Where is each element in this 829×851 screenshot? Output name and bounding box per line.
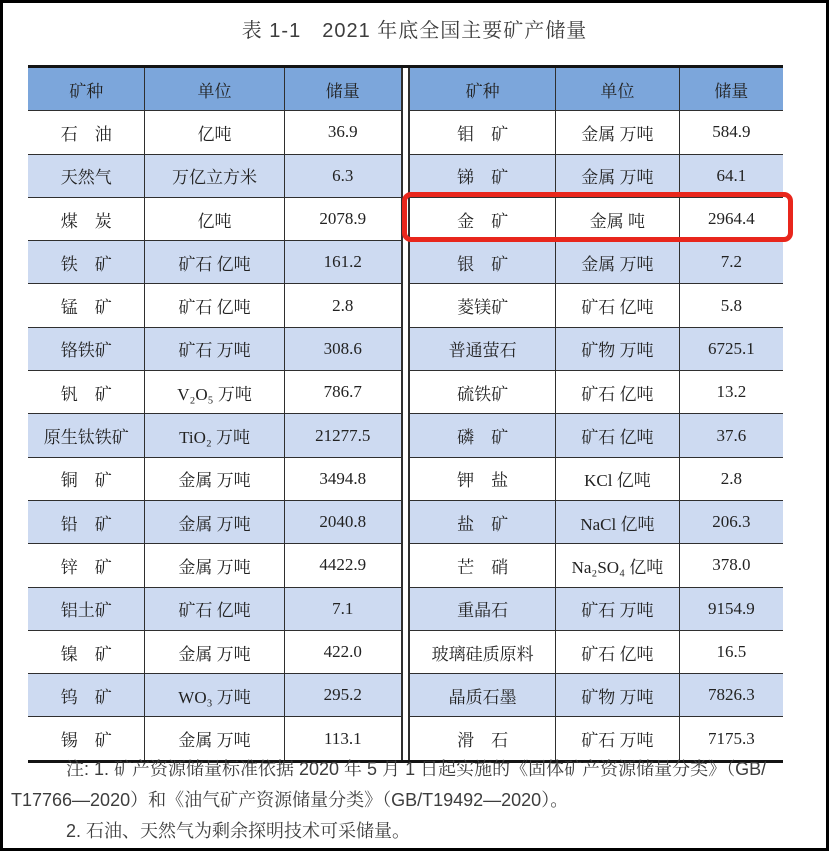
footnotes xyxy=(11,754,820,847)
unit-cell: 金属 万吨 xyxy=(556,111,679,153)
reserve-value-cell: 7.2 xyxy=(720,252,742,272)
table-title: 表 1-1 2021 年底全国主要矿产储量 xyxy=(241,20,588,42)
table-row xyxy=(410,501,783,544)
unit-cell: 万亿立方米 xyxy=(145,155,284,197)
reserve-value-cell: 7826.3 xyxy=(707,685,755,705)
mineral-name-cell: 天然气 xyxy=(28,155,145,197)
reserve-value-cell: 5.8 xyxy=(720,295,742,315)
mineral-name-cell: 硫铁矿 xyxy=(410,371,556,413)
reserve-value-cell: 113.1 xyxy=(323,728,362,748)
reserve-value-cell: 206.3 xyxy=(712,512,751,532)
table-row xyxy=(28,544,401,587)
unit-cell: 矿石 万吨 xyxy=(145,328,284,370)
footnote-line: 注: 1. 矿产资源储量标准依据 2020 年 5 月 1 日起实施的《固体矿产资源储量分类》（GB/ xyxy=(66,759,767,779)
table-row xyxy=(28,284,401,327)
unit-cell: 矿石 亿吨 xyxy=(145,284,284,326)
mineral-name-cell: 铅 矿 xyxy=(28,501,145,543)
reserve-value-cell: 16.5 xyxy=(716,642,747,661)
footnote-line: 2. 石油、天然气为剩余探明技术可采储量。 xyxy=(66,821,411,841)
unit-cell: V₂O₅ 万吨 xyxy=(145,371,284,413)
left-table-body xyxy=(28,111,401,759)
table-row xyxy=(410,674,783,717)
reserve-value-cell: 64.1 xyxy=(716,165,747,185)
right-table xyxy=(408,68,783,760)
unit-cell: Na₂SO₄ 亿吨 xyxy=(556,544,679,586)
unit-cell: 矿石 亿吨 xyxy=(556,284,679,326)
unit-cell: 矿石 亿吨 xyxy=(145,588,284,630)
mineral-name-cell: 钨 矿 xyxy=(28,674,145,716)
unit-cell: 矿物 万吨 xyxy=(556,674,679,716)
header-cell-reserve: 储量 xyxy=(325,81,360,101)
reserve-value-cell: 4422.9 xyxy=(319,555,367,575)
table-row xyxy=(410,155,783,198)
mineral-name-cell: 钼 矿 xyxy=(410,111,556,153)
reserve-value-cell: 295.2 xyxy=(323,685,362,705)
table-row xyxy=(410,458,783,501)
mineral-name-cell: 钾 盐 xyxy=(410,458,556,500)
mineral-name-cell: 钒 矿 xyxy=(28,371,145,413)
unit-cell: 金属 万吨 xyxy=(556,155,679,197)
table-row xyxy=(410,631,783,674)
mineral-name-cell: 铜 矿 xyxy=(28,458,145,500)
mineral-name-cell: 原生钛铁矿 xyxy=(28,414,145,456)
table-row xyxy=(28,198,401,241)
unit-cell: 矿石 亿吨 xyxy=(556,371,679,413)
unit-cell: 矿石 亿吨 xyxy=(556,414,679,456)
mineral-name-cell: 锰 矿 xyxy=(28,284,145,326)
unit-cell: 矿石 亿吨 xyxy=(556,631,679,673)
table-row xyxy=(28,328,401,371)
unit-cell: 金属 万吨 xyxy=(145,501,284,543)
table-row xyxy=(410,414,783,457)
reserve-value-cell: 584.9 xyxy=(712,122,751,142)
mineral-name-cell: 磷 矿 xyxy=(410,414,556,456)
mineral-name-cell: 芒 硝 xyxy=(410,544,556,586)
mineral-reserves-table xyxy=(28,65,783,763)
reserve-value-cell: 13.2 xyxy=(716,382,747,402)
unit-cell: WO₃ 万吨 xyxy=(145,674,284,716)
unit-cell: 矿石 亿吨 xyxy=(145,241,284,283)
reserve-value-cell: 3494.8 xyxy=(319,468,367,488)
mineral-name-cell: 铬铁矿 xyxy=(28,328,145,370)
reserve-value-cell: 7175.3 xyxy=(707,728,755,748)
header-cell-unit: 单位 xyxy=(145,68,284,110)
reserve-value-cell: 308.6 xyxy=(323,338,362,358)
header-cell-mineral: 矿种 xyxy=(410,68,556,110)
mineral-name-cell: 晶质石墨 xyxy=(410,674,556,716)
table-row xyxy=(410,241,783,284)
footnote-line: T17766—2020）和《油气矿产资源储量分类》（GB/T19492—2020）。 xyxy=(11,790,569,810)
table-row xyxy=(28,631,401,674)
mineral-name-cell: 菱镁矿 xyxy=(410,284,556,326)
mineral-name-cell: 石 油 xyxy=(28,111,145,153)
reserve-value-cell: 21277.5 xyxy=(315,425,371,445)
reserve-value-cell: 7.1 xyxy=(332,598,354,618)
reserve-value-cell: 9154.9 xyxy=(707,598,755,618)
mineral-name-cell: 滑 石 xyxy=(410,717,556,759)
table-row xyxy=(410,198,783,241)
header-cell-reserve: 储量 xyxy=(714,81,749,101)
mineral-name-cell: 镍 矿 xyxy=(28,631,145,673)
mineral-name-cell: 银 矿 xyxy=(410,241,556,283)
mineral-name-cell: 锡 矿 xyxy=(28,717,145,759)
reserve-value-cell: 2.8 xyxy=(720,468,742,488)
unit-cell: 亿吨 xyxy=(145,111,284,153)
unit-cell: 亿吨 xyxy=(145,198,284,240)
unit-cell: 金属 万吨 xyxy=(145,544,284,586)
table-header-row xyxy=(410,68,783,111)
reserve-value-cell: 6725.1 xyxy=(707,338,755,358)
reserve-value-cell: 378.0 xyxy=(712,555,751,575)
table-row xyxy=(28,458,401,501)
unit-cell: 金属 万吨 xyxy=(145,717,284,759)
table-row xyxy=(28,371,401,414)
mineral-name-cell: 锑 矿 xyxy=(410,155,556,197)
table-row xyxy=(410,284,783,327)
table-row xyxy=(410,544,783,587)
reserve-value-cell: 6.3 xyxy=(332,165,354,185)
header-cell-mineral: 矿种 xyxy=(28,68,145,110)
unit-cell: KCl 亿吨 xyxy=(556,458,679,500)
header-cell-unit: 单位 xyxy=(556,68,679,110)
reserve-value-cell: 36.9 xyxy=(327,122,358,142)
table-row xyxy=(28,155,401,198)
table-row xyxy=(28,111,401,154)
mineral-name-cell: 煤 炭 xyxy=(28,198,145,240)
table-row xyxy=(410,111,783,154)
reserve-value-cell: 37.6 xyxy=(716,425,747,445)
unit-cell: 金属 吨 xyxy=(556,198,679,240)
mineral-name-cell: 铁 矿 xyxy=(28,241,145,283)
unit-cell: 金属 万吨 xyxy=(556,241,679,283)
table-row xyxy=(410,328,783,371)
mineral-name-cell: 金 矿 xyxy=(410,198,556,240)
table-row xyxy=(410,371,783,414)
mineral-name-cell: 普通萤石 xyxy=(410,328,556,370)
left-table xyxy=(28,68,403,760)
unit-cell: 矿物 万吨 xyxy=(556,328,679,370)
mineral-name-cell: 盐 矿 xyxy=(410,501,556,543)
table-row xyxy=(28,501,401,544)
reserve-value-cell: 2964.4 xyxy=(707,209,755,229)
right-table-body xyxy=(410,111,783,759)
reserve-value-cell: 2040.8 xyxy=(319,512,367,532)
table-row xyxy=(28,674,401,717)
reserve-value-cell: 786.7 xyxy=(323,382,362,402)
reserve-value-cell: 422.0 xyxy=(323,642,362,661)
mineral-name-cell: 重晶石 xyxy=(410,588,556,630)
unit-cell: NaCl 亿吨 xyxy=(556,501,679,543)
unit-cell: 金属 万吨 xyxy=(145,458,284,500)
unit-cell: 矿石 万吨 xyxy=(556,717,679,759)
mineral-name-cell: 锌 矿 xyxy=(28,544,145,586)
table-header-row xyxy=(28,68,401,111)
unit-cell: TiO₂ 万吨 xyxy=(145,414,284,456)
unit-cell: 矿石 万吨 xyxy=(556,588,679,630)
table-row xyxy=(410,588,783,631)
table-row xyxy=(28,241,401,284)
reserve-value-cell: 2.8 xyxy=(332,295,354,315)
unit-cell: 金属 万吨 xyxy=(145,631,284,673)
table-row xyxy=(28,414,401,457)
mineral-name-cell: 玻璃硅质原料 xyxy=(410,631,556,673)
reserve-value-cell: 161.2 xyxy=(323,252,362,272)
reserve-value-cell: 2078.9 xyxy=(319,209,367,229)
table-row xyxy=(28,588,401,631)
mineral-name-cell: 铝土矿 xyxy=(28,588,145,630)
